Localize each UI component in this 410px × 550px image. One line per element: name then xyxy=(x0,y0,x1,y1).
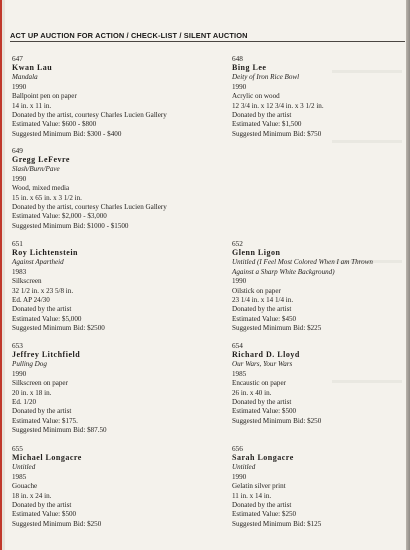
artwork-title: Against Apartheid xyxy=(12,258,64,267)
estimated-value: Estimated Value: $175. xyxy=(12,416,78,425)
minimum-bid: Suggested Minimum Bid: $225 xyxy=(232,324,322,333)
artwork-year: 1985 xyxy=(12,472,27,481)
artwork-medium: Silkscreen on paper xyxy=(12,379,68,388)
artwork-medium: Wood, mixed media xyxy=(12,184,70,193)
artwork-title: Untitled (I Feel Most Colored When I am Thrown Against a Sharp White Background) xyxy=(232,258,373,276)
artwork-year: 1983 xyxy=(12,267,27,276)
artwork-medium: Oilstick on paper xyxy=(232,286,281,295)
estimated-value: Estimated Value: $1,500 xyxy=(232,120,302,129)
estimated-value: Estimated Value: $500 xyxy=(232,407,297,416)
donor-credit: Donated by the artist xyxy=(232,111,292,120)
lot-number: 654 xyxy=(232,341,243,350)
lot-entry xyxy=(232,239,392,334)
artwork-title: Slash/Burn/Pave xyxy=(12,165,60,174)
lot-number: 655 xyxy=(12,444,23,453)
artwork-title: Untitled xyxy=(12,463,36,472)
artist-name: Kwan Lau xyxy=(12,63,53,73)
artist-name: Glenn Ligon xyxy=(232,248,281,258)
page-header: ACT UP AUCTION FOR ACTION / CHECK-LIST / SILENT AUCTION xyxy=(10,31,248,40)
estimated-value: Estimated Value: $2,000 - $3,000 xyxy=(12,212,107,221)
donor-credit: Donated by the artist xyxy=(232,305,292,314)
lot-number: 651 xyxy=(12,239,23,248)
artwork-title: Deity of Iron Rice Bowl xyxy=(232,73,300,82)
estimated-value: Estimated Value: $450 xyxy=(232,314,297,323)
artwork-size: 18 in. x 24 in. xyxy=(12,491,52,500)
artwork-medium: Acrylic on wood xyxy=(232,92,280,101)
artist-name: Sarah Longacre xyxy=(232,453,294,463)
artwork-size: 32 1/2 in. x 23 5/8 in. xyxy=(12,286,74,295)
minimum-bid: Suggested Minimum Bid: $250 xyxy=(232,416,322,425)
artwork-year: 1990 xyxy=(232,277,247,286)
artwork-size: 26 in. x 40 in. xyxy=(232,388,272,397)
estimated-value: Estimated Value: $600 - $800 xyxy=(12,120,97,129)
lot-entry xyxy=(12,239,197,334)
artist-name: Roy Lichtenstein xyxy=(12,248,78,258)
artwork-title: Our Wars, Your Wars xyxy=(232,360,293,369)
lot-number: 648 xyxy=(232,54,243,63)
artwork-size: 11 in. x 14 in. xyxy=(232,491,272,500)
artist-name: Michael Longacre xyxy=(12,453,82,463)
lot-entry xyxy=(12,54,197,139)
minimum-bid: Suggested Minimum Bid: $2500 xyxy=(12,324,105,333)
artwork-year: 1990 xyxy=(12,82,27,91)
artwork-year: 1990 xyxy=(232,82,247,91)
lot-number: 652 xyxy=(232,239,243,248)
artwork-title: Untitled xyxy=(232,463,256,472)
artwork-medium: Gouache xyxy=(12,482,38,491)
lot-entry xyxy=(12,341,197,436)
donor-credit: Donated by the artist xyxy=(12,407,72,416)
donor-credit: Donated by the artist xyxy=(232,501,292,510)
artwork-size: 14 in. x 11 in. xyxy=(12,101,52,110)
lot-entry xyxy=(232,54,410,139)
minimum-bid: Suggested Minimum Bid: $125 xyxy=(232,519,322,528)
artist-name: Jeffrey Litchfield xyxy=(12,350,81,360)
artwork-title: Mandala xyxy=(12,73,38,82)
artwork-year: 1985 xyxy=(232,369,247,378)
artist-name: Bing Lee xyxy=(232,63,267,73)
artwork-year: 1990 xyxy=(232,472,247,481)
minimum-bid: Suggested Minimum Bid: $750 xyxy=(232,129,322,138)
minimum-bid: Suggested Minimum Bid: $1000 - $1500 xyxy=(12,221,129,230)
page-edge-left xyxy=(0,0,5,550)
donor-credit: Donated by the artist xyxy=(12,305,72,314)
artwork-year: 1990 xyxy=(12,174,27,183)
estimated-value: Estimated Value: $5,000 xyxy=(12,314,82,323)
edition: Ed. 1/20 xyxy=(12,398,37,407)
artist-name: Gregg LeFevre xyxy=(12,155,70,165)
artwork-size: 23 1/4 in. x 14 1/4 in. xyxy=(232,296,294,305)
lot-entry xyxy=(232,444,410,529)
lot-entry xyxy=(12,146,197,231)
estimated-value: Estimated Value: $500 xyxy=(12,510,77,519)
artwork-size: 20 in. x 18 in. xyxy=(12,388,52,397)
lot-number: 647 xyxy=(12,54,23,63)
donor-credit: Donated by the artist xyxy=(232,398,292,407)
lot-number: 656 xyxy=(232,444,243,453)
artwork-medium: Ballpoint pen on paper xyxy=(12,92,77,101)
header-divider xyxy=(10,41,405,42)
donor-credit: Donated by the artist, courtesy Charles Lucien Gallery xyxy=(12,111,167,120)
artwork-medium: Encaustic on paper xyxy=(232,379,286,388)
artwork-size: 12 3/4 in. x 12 3/4 in. x 3 1/2 in. xyxy=(232,101,324,110)
minimum-bid: Suggested Minimum Bid: $250 xyxy=(12,519,102,528)
donor-credit: Donated by the artist, courtesy Charles Lucien Gallery xyxy=(12,203,167,212)
estimated-value: Estimated Value: $250 xyxy=(232,510,297,519)
donor-credit: Donated by the artist xyxy=(12,501,72,510)
artist-name: Richard D. Lloyd xyxy=(232,350,300,360)
artwork-medium: Silkscreen xyxy=(12,277,42,286)
minimum-bid: Suggested Minimum Bid: $87.50 xyxy=(12,426,107,435)
bleed-through xyxy=(332,140,402,143)
artwork-title: Pulling Dog xyxy=(12,360,47,369)
minimum-bid: Suggested Minimum Bid: $300 - $400 xyxy=(12,129,122,138)
lot-entry xyxy=(232,341,410,426)
lot-number: 649 xyxy=(12,146,23,155)
artwork-medium: Gelatin silver print xyxy=(232,482,286,491)
artwork-size: 15 in. x 65 in. x 3 1/2 in. xyxy=(12,193,82,202)
edition: Ed. AP 24/30 xyxy=(12,296,50,305)
lot-number: 653 xyxy=(12,341,23,350)
artwork-year: 1990 xyxy=(12,369,27,378)
lot-entry xyxy=(12,444,197,529)
